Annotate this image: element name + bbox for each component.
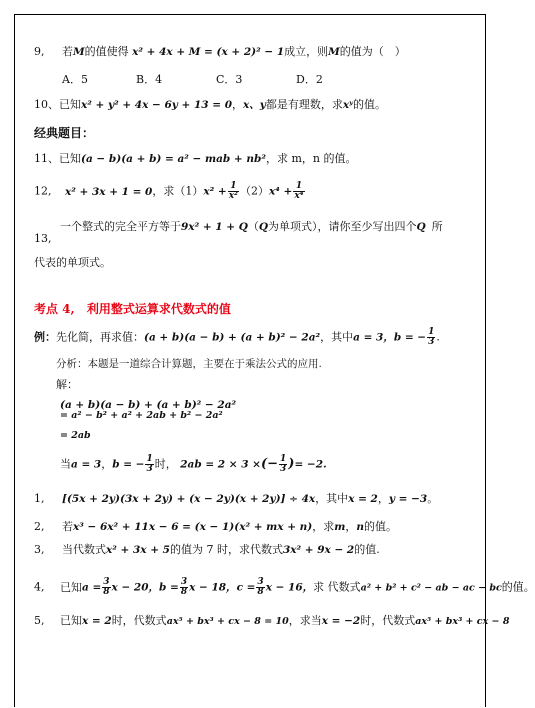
denominator: 8 <box>103 587 110 597</box>
numerator: 3 <box>103 577 110 587</box>
numerator: 3 <box>180 577 188 587</box>
text: 的值为 7 时，求代数式 <box>169 543 283 556</box>
math-variable: m <box>334 521 346 533</box>
math-expression: x − 18， <box>189 581 237 594</box>
denominator: 3 <box>146 464 153 474</box>
text: ，求 <box>312 520 335 533</box>
analysis: 分析：本题是一道综合计算题，主要在于乘法公式的应用. <box>56 358 322 370</box>
fraction <box>180 578 188 597</box>
math-variable: Q <box>258 221 268 233</box>
fraction <box>145 455 153 474</box>
text: 若 <box>62 520 73 533</box>
math-expression: a = 3 <box>71 458 102 471</box>
math-expression: x² + <box>203 185 227 198</box>
math-expression: x² + 3x + 1 = 0 <box>65 185 153 198</box>
text: 都是有理数，求 <box>265 98 343 111</box>
example-label: 例： <box>34 330 56 344</box>
math-variable: n <box>356 521 365 533</box>
option-c: C．3 <box>216 73 243 86</box>
numerator: 3 <box>257 577 264 587</box>
math-expression: x² + 4x + M = (x + 2)² − 1 <box>132 46 285 58</box>
math-expression: 2ab = 2 × 3 × <box>180 458 261 471</box>
solution-step-2 <box>60 408 223 423</box>
text: 当 <box>60 457 71 471</box>
numerator: 1 <box>428 327 435 337</box>
option-d: D．2 <box>296 73 323 86</box>
text: 一个整式的完全平方等于 <box>60 220 181 233</box>
denominator: x⁴ <box>294 191 304 201</box>
question-number: 9, <box>34 45 45 58</box>
text: ，求当 <box>288 614 322 627</box>
question-9 <box>34 45 406 59</box>
text: 的值。 <box>352 98 386 111</box>
text: 先化简，再求值： <box>56 330 144 344</box>
denominator: 3 <box>280 464 287 474</box>
math-expression: b = − <box>393 331 427 344</box>
section-heading-classic: 经典题目： <box>34 126 95 140</box>
text: 若 <box>62 45 73 58</box>
text: 已知 <box>59 98 81 111</box>
math-expression: x − 20， <box>111 581 160 594</box>
text: ，其中 <box>315 492 349 505</box>
math-expression: c = <box>236 581 256 594</box>
question-number: 11、 <box>34 152 59 165</box>
math-expression: x³ − 6x² + 11x − 6 = (x − 1)(x² + mx + n) <box>73 521 313 533</box>
math-expression: 3x² + 9x − 2 <box>282 544 355 556</box>
text: 的值. <box>354 543 380 556</box>
math-expression: a = <box>82 581 102 594</box>
math-expression: a = 3， <box>353 331 394 344</box>
math-expression: 9x² + 1 + Q <box>181 221 248 233</box>
question-number: 4, <box>34 580 45 594</box>
fraction <box>427 328 435 347</box>
math-expression: (a + b)(a − b) + (a + b)² − 2a² <box>60 399 237 411</box>
text: . <box>436 330 440 344</box>
math-expression: x² + y² + 4x − 6y + 13 = 0 <box>81 99 232 111</box>
math-variable: Q <box>416 221 426 233</box>
fraction <box>293 182 304 201</box>
text: 的值使得 <box>84 45 129 58</box>
math-expression: [(5x + 2y)(3x + 2y) + (x − 2y)(x + 2y)] ÷ 4x <box>62 493 316 505</box>
math-expression: b = <box>159 581 179 594</box>
math-expression: b = − <box>112 458 145 471</box>
problem-5 <box>34 614 509 629</box>
text: 所 <box>431 220 443 233</box>
solution-label: 解： <box>56 378 78 391</box>
text: 已知 <box>59 152 81 165</box>
text: 求 代数式 <box>313 580 361 594</box>
fraction <box>279 455 287 474</box>
denominator: 8 <box>180 587 188 597</box>
text: 时， <box>154 457 177 471</box>
math-expression: (a + b)(a − b) + (a + b)² − 2a² <box>144 331 321 344</box>
math-expression: = 2ab <box>60 430 91 441</box>
text: （2） <box>240 184 269 198</box>
text: 时，代数式 <box>111 614 167 627</box>
question-number: 2, <box>34 520 45 533</box>
example <box>34 328 440 347</box>
problem-4 <box>34 578 535 597</box>
math-expression: x = −2 <box>321 615 361 627</box>
text: ， <box>101 457 113 471</box>
denominator: 3 <box>428 337 435 347</box>
question-number: 5, <box>34 614 45 627</box>
text: 成立，则 <box>284 45 329 58</box>
problem-1 <box>34 492 438 506</box>
denominator: 8 <box>257 587 264 597</box>
math-expression: (a − b)(a + b) = a² − mab + nb² <box>81 153 266 165</box>
text: 已知 <box>60 580 82 594</box>
math-variable: M <box>73 46 85 58</box>
text: 当代数式 <box>62 543 106 556</box>
problem-3 <box>34 543 380 557</box>
question-11 <box>34 152 356 166</box>
math-expression: x = 2 <box>82 615 112 627</box>
text: 为单项式），请你至少写出四个 <box>268 220 417 233</box>
text: 的值为（ ） <box>339 45 406 58</box>
question-10 <box>34 98 386 112</box>
math-expression: = a² − b² + a² + 2ab + b² − 2a² <box>60 410 223 421</box>
math-expression: x⁴ + <box>269 185 293 198</box>
numerator: 1 <box>228 182 239 192</box>
question-number: 1, <box>34 492 45 505</box>
section-title: 利用整式运算求代数式的值 <box>86 302 231 316</box>
problem-2 <box>34 520 397 534</box>
text: 的值。 <box>501 580 535 594</box>
text: 已知 <box>60 614 82 627</box>
solution-step-3 <box>60 428 91 443</box>
math-expression: x − 16， <box>265 581 314 594</box>
fraction <box>228 182 239 201</box>
option-b: B．4 <box>136 73 163 86</box>
math-expression: xʸ <box>342 99 353 111</box>
question-number: 12, <box>34 184 52 198</box>
question-13-line2: 代表的单项式。 <box>34 256 111 269</box>
question-12 <box>34 182 306 201</box>
solution-evaluate: 当a = 3，b = − $\frac{1}{3}$ 时， 2ab = 2 × 3 ×(− $\frac{1}{3}$ )= −2. <box>60 454 327 474</box>
text: ， <box>377 492 389 505</box>
text: （ <box>247 220 259 233</box>
option-a: A．5 <box>62 73 88 86</box>
question-9-options <box>62 73 323 87</box>
question-13-line1 <box>60 220 443 234</box>
text: ， <box>345 520 357 533</box>
question-number: 3, <box>34 543 45 556</box>
math-variables: x、y <box>243 99 266 111</box>
math-expression: x² + 3x + 5 <box>106 544 170 556</box>
text: ，求 m，n 的值。 <box>265 152 357 165</box>
question-number: 10、 <box>34 98 59 111</box>
text: ，其中 <box>320 330 354 344</box>
section-heading-point4 <box>34 302 231 316</box>
section-tag: 考点 4, <box>34 302 75 316</box>
text: 。 <box>427 492 439 505</box>
text: ，求（1） <box>152 184 204 198</box>
math-variable: M <box>328 46 340 58</box>
text: 的值。 <box>364 520 398 533</box>
fraction <box>102 578 110 597</box>
math-expression: y = −3 <box>388 493 428 505</box>
numerator: 1 <box>280 454 287 464</box>
numerator: 1 <box>293 182 304 192</box>
math-expression: ax⁵ + bx³ + cx − 8 = 10 <box>166 616 289 627</box>
fraction <box>256 578 264 597</box>
math-expression: a² + b² + c² − ab − ac − bc <box>360 582 502 594</box>
solution-step-1 <box>56 378 78 392</box>
math-expression: x = 2 <box>348 493 378 505</box>
math-expression: = −2. <box>294 458 327 471</box>
text: ， <box>232 98 243 111</box>
numerator: 1 <box>146 454 153 464</box>
math-expression: ax⁵ + bx³ + cx − 8 <box>415 616 510 627</box>
denominator: x² <box>228 191 238 201</box>
text: 时，代数式 <box>360 614 416 627</box>
question-13-number: 13, <box>34 232 52 245</box>
